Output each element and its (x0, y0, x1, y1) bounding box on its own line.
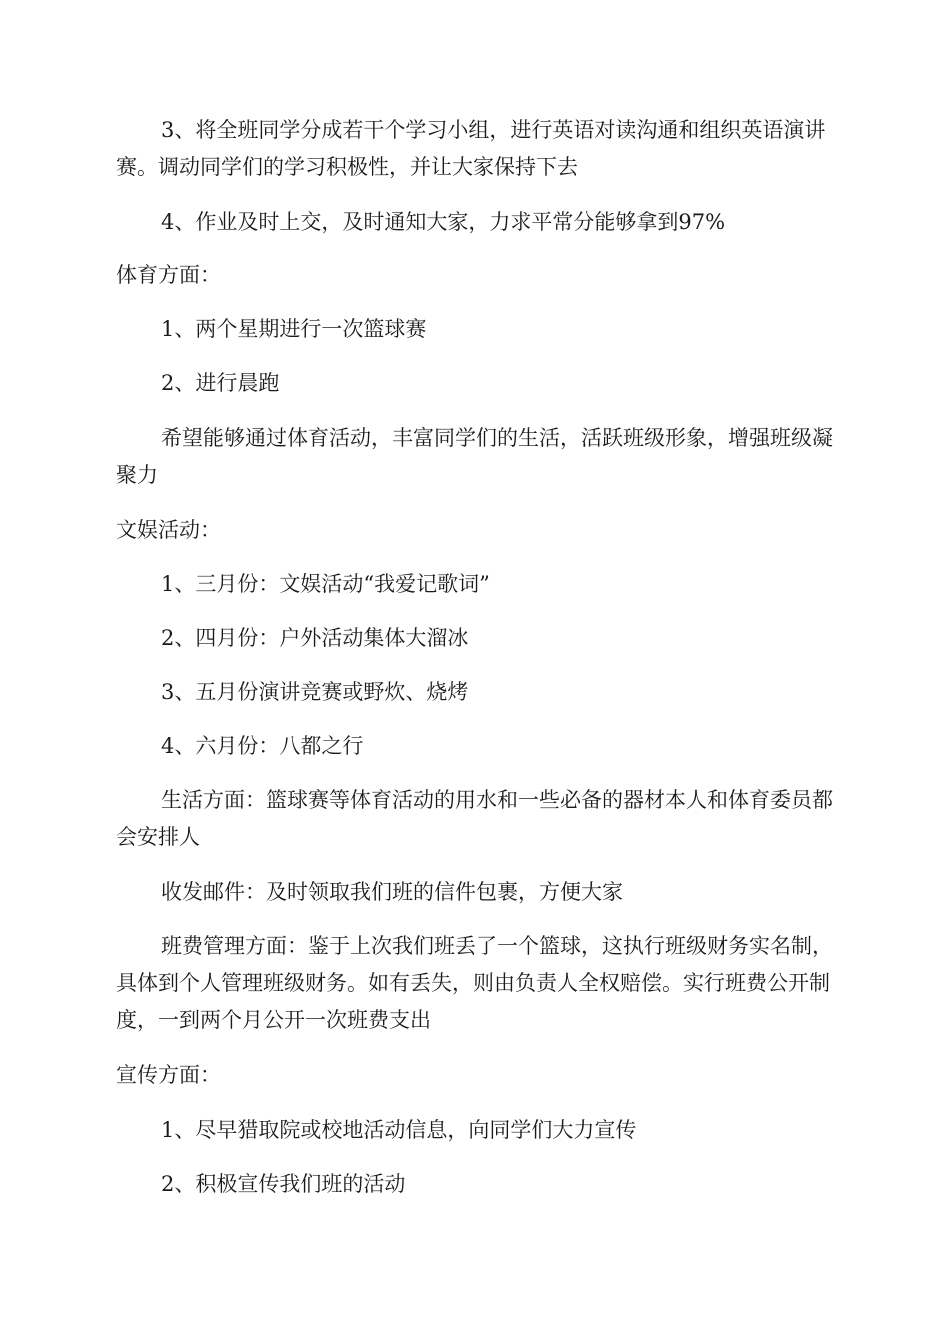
heading-sports: 体育方面： (116, 263, 221, 287)
paragraph-english-groups: 3、将全班同学分成若干个学习小组，进行英语对读沟通和组织英语演讲赛。调动同学们的学习积极性，并让大家保持下去 (116, 118, 826, 179)
paragraph-may: 3、五月份演讲竞赛或野炊、烧烤 (161, 680, 469, 704)
paragraph-class-fee: 班费管理方面：鉴于上次我们班丢了一个篮球，这执行班级财务实名制，具体到个人管理班级财务。如有丢失，则由负责人全权赔偿。实行班费公开制度，一到两个月公开一次班费支出 (116, 934, 833, 1032)
paragraph-life: 生活方面：篮球赛等体育活动的用水和一些必备的器材本人和体育委员都会安排人 (116, 788, 833, 849)
paragraph-publicity-2: 2、积极宣传我们班的活动 (161, 1172, 406, 1196)
paragraph-basketball: 1、两个星期进行一次篮球赛 (161, 317, 427, 341)
paragraph-mail: 收发邮件：及时领取我们班的信件包裹，方便大家 (161, 880, 623, 904)
paragraph-june: 4、六月份：八都之行 (161, 734, 364, 758)
paragraph-publicity-1: 1、尽早猎取院或校地活动信息，向同学们大力宣传 (161, 1118, 637, 1142)
heading-publicity: 宣传方面： (116, 1063, 221, 1087)
paragraph-homework: 4、作业及时上交，及时通知大家，力求平常分能够拿到97% (161, 210, 726, 234)
paragraph-morning-run: 2、进行晨跑 (161, 371, 280, 395)
paragraph-sports-hope: 希望能够通过体育活动，丰富同学们的生活，活跃班级形象，增强班级凝聚力 (116, 426, 833, 487)
paragraph-march: 1、三月份：文娱活动“我爱记歌词” (161, 572, 490, 596)
heading-entertainment: 文娱活动： (116, 518, 221, 542)
paragraph-april: 2、四月份：户外活动集体大溜冰 (161, 626, 469, 650)
